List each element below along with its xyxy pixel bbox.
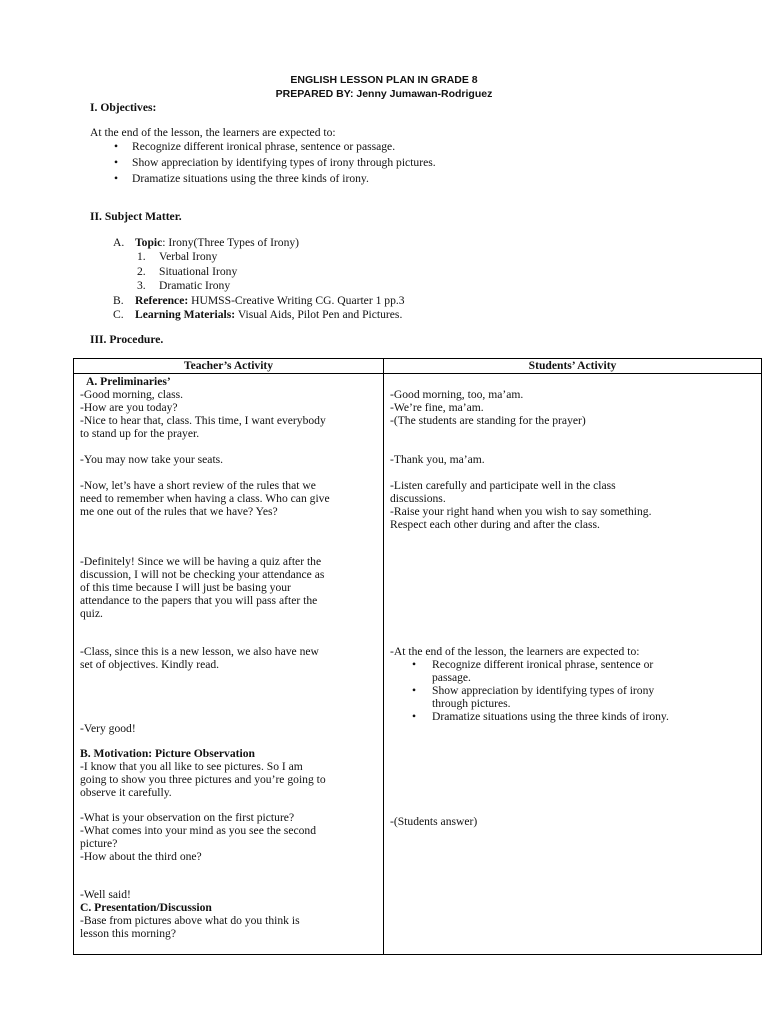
topic-item: 2. Situational Irony bbox=[137, 264, 238, 278]
teacher-line: -Definitely! Since we will be having a quiz after the bbox=[80, 555, 322, 568]
teacher-line: -How about the third one? bbox=[80, 850, 202, 863]
reference-value: HUMSS-Creative Writing CG. Quarter 1 pp.3 bbox=[188, 294, 405, 307]
teacher-line: -What comes into your mind as you see the second bbox=[80, 824, 317, 837]
student-objective-item: • Recognize different ironical phrase, sentence or passage. bbox=[388, 658, 669, 684]
student-line: Respect each other during and after the class. bbox=[390, 518, 600, 531]
teacher-line: -Now, let’s have a short review of the rules that we bbox=[80, 479, 316, 492]
student-line: -(Students answer) bbox=[390, 815, 478, 828]
teacher-line: -I know that you all like to see pictures. So I am bbox=[80, 760, 303, 773]
materials-line bbox=[113, 308, 402, 321]
materials-letter: C. bbox=[113, 308, 124, 321]
teacher-line: -How are you today? bbox=[80, 401, 178, 414]
student-line: -Raise your right hand when you wish to say something. bbox=[390, 505, 652, 518]
topic-letter: A. bbox=[113, 236, 125, 249]
document-title: ENGLISH LESSON PLAN IN GRADE 8 bbox=[290, 74, 478, 86]
procedure-header-row bbox=[74, 359, 762, 374]
teacher-line: going to show you three pictures and you’re going to bbox=[80, 773, 326, 786]
teacher-line: -Well said! bbox=[80, 888, 131, 901]
topic-value: : Irony(Three Types of Irony) bbox=[162, 236, 300, 249]
procedure-table bbox=[73, 358, 762, 955]
objectives-heading-text: Objectives: bbox=[100, 101, 157, 114]
teacher-line: attendance to the papers that you will pass after the bbox=[80, 594, 318, 607]
teacher-line: set of objectives. Kindly read. bbox=[80, 658, 220, 671]
teacher-line: -Very good! bbox=[80, 722, 136, 735]
students-activity-header: Students’ Activity bbox=[384, 359, 762, 374]
topic-item: 3. Dramatic Irony bbox=[137, 279, 231, 292]
procedure-heading bbox=[90, 333, 163, 346]
motivation-heading: B. Motivation: Picture Observation bbox=[80, 747, 255, 760]
teacher-line: lesson this morning? bbox=[80, 927, 176, 940]
student-line: discussions. bbox=[390, 492, 446, 505]
teacher-line: -Base from pictures above what do you think is bbox=[80, 914, 300, 927]
student-line: -We’re fine, ma’am. bbox=[390, 401, 484, 414]
topic-list bbox=[137, 250, 237, 294]
subject-heading-text: Subject Matter. bbox=[104, 210, 182, 223]
topic-line bbox=[113, 236, 299, 249]
objective-item: • Show appreciation by identifying types of irony through pictures. bbox=[108, 155, 436, 171]
student-line: -At the end of the lesson, the learners are expected to: bbox=[390, 645, 640, 658]
procedure-body-row bbox=[74, 374, 762, 955]
materials-label: Learning Materials: bbox=[135, 308, 236, 321]
teacher-activity-header: Teacher’s Activity bbox=[74, 359, 384, 374]
procedure-heading-text: Procedure. bbox=[109, 333, 164, 346]
student-line: -Thank you, ma’am. bbox=[390, 453, 485, 466]
prepared-by: PREPARED BY: Jenny Jumawan-Rodriguez bbox=[275, 88, 493, 100]
teacher-line: observe it carefully. bbox=[80, 786, 172, 799]
objective-item: • Dramatize situations using the three kinds of irony. bbox=[108, 171, 436, 187]
reference-letter: B. bbox=[113, 294, 124, 307]
teacher-line: -What is your observation on the first picture? bbox=[80, 811, 295, 824]
student-line: -(The students are standing for the prayer) bbox=[390, 414, 586, 427]
objectives-list bbox=[108, 139, 436, 187]
teacher-activity-cell bbox=[74, 374, 384, 955]
teacher-line: quiz. bbox=[80, 607, 103, 620]
reference-line bbox=[113, 294, 405, 307]
teacher-line: picture? bbox=[80, 837, 118, 850]
teacher-line: me one out of the rules that we have? Yes? bbox=[80, 505, 278, 518]
preliminaries-heading: A. Preliminaries’ bbox=[86, 375, 171, 388]
topic-item: 1. Verbal Irony bbox=[137, 250, 218, 263]
objectives-heading bbox=[90, 101, 156, 114]
topic-label: Topic bbox=[135, 236, 163, 249]
students-activity-cell bbox=[384, 374, 762, 955]
reference-label: Reference: bbox=[135, 294, 189, 307]
teacher-line: to stand up for the prayer. bbox=[80, 427, 200, 440]
objectives-heading-number: I. bbox=[90, 101, 98, 114]
subject-heading-number: II. bbox=[90, 210, 102, 223]
student-objectives-list bbox=[388, 658, 669, 723]
objectives-intro: At the end of the lesson, the learners are expected to: bbox=[90, 126, 336, 139]
teacher-line: -Nice to hear that, class. This time, I want everybody bbox=[80, 414, 326, 427]
teacher-line: -Good morning, class. bbox=[80, 388, 184, 401]
materials-value: Visual Aids, Pilot Pen and Pictures. bbox=[235, 308, 403, 321]
teacher-line: of this time because I will just be basing your bbox=[80, 581, 291, 594]
teacher-line: discussion, I will not be checking your attendance as bbox=[80, 568, 325, 581]
presentation-heading: C. Presentation/Discussion bbox=[80, 901, 212, 914]
subject-heading bbox=[90, 210, 182, 223]
student-line: -Listen carefully and participate well in the class bbox=[390, 479, 616, 492]
procedure-heading-number: III. bbox=[90, 333, 107, 346]
student-objective-item: • Dramatize situations using the three kinds of irony. bbox=[388, 710, 669, 723]
teacher-line: -You may now take your seats. bbox=[80, 453, 224, 466]
student-objective-item: • Show appreciation by identifying types of irony through pictures. bbox=[388, 684, 669, 710]
student-line: -Good morning, too, ma’am. bbox=[390, 388, 524, 401]
teacher-line: need to remember when having a class. Who can give bbox=[80, 492, 330, 505]
teacher-line: -Class, since this is a new lesson, we also have new bbox=[80, 645, 319, 658]
objective-item: • Recognize different ironical phrase, sentence or passage. bbox=[108, 139, 436, 155]
